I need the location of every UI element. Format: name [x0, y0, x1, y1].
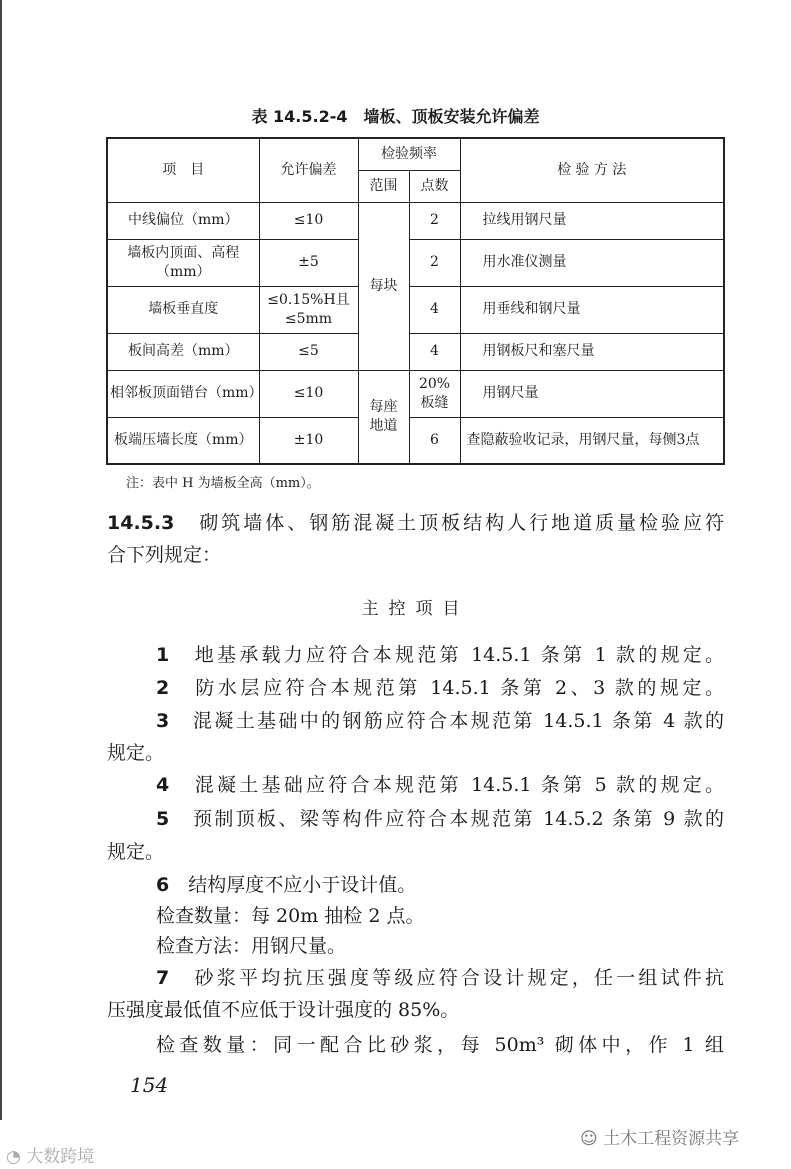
table-row [107, 202, 724, 239]
header-frequency: 检验频率 [358, 138, 460, 170]
item-4 [156, 770, 724, 797]
item-6-check-qty: 检查数量：每 20m 抽检 2 点。 [156, 905, 425, 927]
item-7-cont: 压强度最低值不应低于设计强度的 85%。 [107, 999, 460, 1021]
cell-item: 板端压墙长度（mm） [107, 417, 259, 464]
item-7-check-qty: 检查数量：同一配合比砂浆，每 50m³ 砌体中，作 1 组 [156, 1034, 724, 1056]
item-6-check-method: 检查方法：用钢尺量。 [156, 935, 347, 957]
item-text: 混凝土基础应符合本规范第 14.5.1 条第 5 款的规定。 [194, 774, 724, 796]
cell-points: 2 [409, 202, 460, 239]
subheading: 主控项目 [361, 599, 470, 619]
cell-tolerance: ≤5 [259, 333, 358, 370]
item-number: 5 [156, 808, 170, 830]
header-range: 范围 [358, 170, 409, 202]
item-number: 7 [156, 967, 170, 989]
item-3 [156, 706, 724, 733]
item-text: 预制顶板、梁等构件应符合本规范第 14.5.2 条第 9 款的 [192, 808, 724, 830]
item-7 [156, 963, 724, 990]
cell-method: 用钢尺量 [460, 370, 724, 417]
cell-tolerance: ±5 [259, 239, 358, 286]
item-1 [156, 640, 724, 667]
section-number: 14.5.3 [107, 512, 175, 534]
watermark-left [6, 1142, 94, 1167]
cell-item: 墙板垂直度 [107, 286, 259, 333]
item-text: 结构厚度不应小于设计值。 [188, 874, 417, 896]
item-text: 混凝土基础中的钢筋应符合本规范第 14.5.1 条第 4 款的 [192, 710, 724, 732]
cell-item: 中线偏位（mm） [107, 202, 259, 239]
tolerance-table [106, 137, 725, 465]
cell-tolerance: ≤10 [259, 202, 358, 239]
cell-method: 用钢板尺和塞尺量 [460, 333, 724, 370]
cell-method: 用水准仪测量 [460, 239, 724, 286]
cell-tolerance: ±10 [259, 417, 358, 464]
cell-tolerance: ≤10 [259, 370, 358, 417]
item-number: 2 [156, 677, 170, 699]
item-text: 地基承载力应符合本规范第 14.5.1 条第 1 款的规定。 [194, 644, 724, 666]
table-row [107, 286, 724, 333]
table-note: 注：表中 H 为墙板全高（mm）。 [126, 476, 320, 491]
cell-tolerance: ≤0.15%H且≤5mm [259, 286, 358, 333]
wechat-icon: ☺ [580, 1129, 604, 1149]
cell-points: 6 [409, 417, 460, 464]
cell-range: 每座地道 [358, 370, 409, 464]
cell-points: 20%板缝 [409, 370, 460, 417]
page-edge [0, 0, 2, 1120]
header-item: 项 目 [107, 138, 259, 202]
item-3-cont: 规定。 [107, 742, 165, 764]
table-row [107, 239, 724, 286]
cell-points: 4 [409, 333, 460, 370]
item-text: 防水层应符合本规范第 14.5.1 条第 2、3 款的规定。 [195, 677, 724, 699]
cell-method: 查隐蔽验收记录，用钢尺量，每侧3点 [460, 417, 724, 464]
header-method: 检 验 方 法 [460, 138, 724, 202]
watermark-left-text: 大数跨境 [26, 1147, 95, 1167]
watermark-right [580, 1124, 739, 1149]
cell-item: 墙板内顶面、高程（mm） [107, 239, 259, 286]
section-heading [107, 508, 724, 535]
cell-item: 板间高差（mm） [107, 333, 259, 370]
item-5-cont: 规定。 [107, 841, 165, 863]
header-tolerance: 允许偏差 [259, 138, 358, 202]
page-number: 154 [130, 1073, 169, 1097]
item-6 [156, 870, 724, 897]
table-row [107, 370, 724, 417]
cell-points: 4 [409, 286, 460, 333]
cell-item: 相邻板顶面错台（mm） [107, 370, 259, 417]
item-number: 1 [156, 644, 170, 666]
item-number: 3 [156, 710, 170, 732]
cell-points: 2 [409, 239, 460, 286]
item-text: 砂浆平均抗压强度等级应符合设计规定，任一组试件抗 [194, 967, 724, 989]
cell-method: 用垂线和钢尺量 [460, 286, 724, 333]
table-row [107, 417, 724, 464]
table-caption: 表 14.5.2-4 墙板、顶板安装允许偏差 [251, 107, 540, 126]
watermark-right-text: 土木工程资源共享 [603, 1129, 740, 1149]
cell-range: 每块 [358, 202, 409, 370]
section-title: 砌筑墙体、钢筋混凝土顶板结构人行地道质量检验应符 [199, 512, 724, 534]
item-2 [156, 673, 724, 700]
header-points: 点数 [409, 170, 460, 202]
item-5 [156, 804, 724, 831]
table-row [107, 333, 724, 370]
cell-method: 拉线用钢尺量 [460, 202, 724, 239]
item-number: 6 [156, 874, 170, 896]
logo-icon: ◔ [6, 1147, 27, 1167]
item-number: 4 [156, 774, 170, 796]
section-title-cont: 合下列规定： [107, 544, 222, 566]
